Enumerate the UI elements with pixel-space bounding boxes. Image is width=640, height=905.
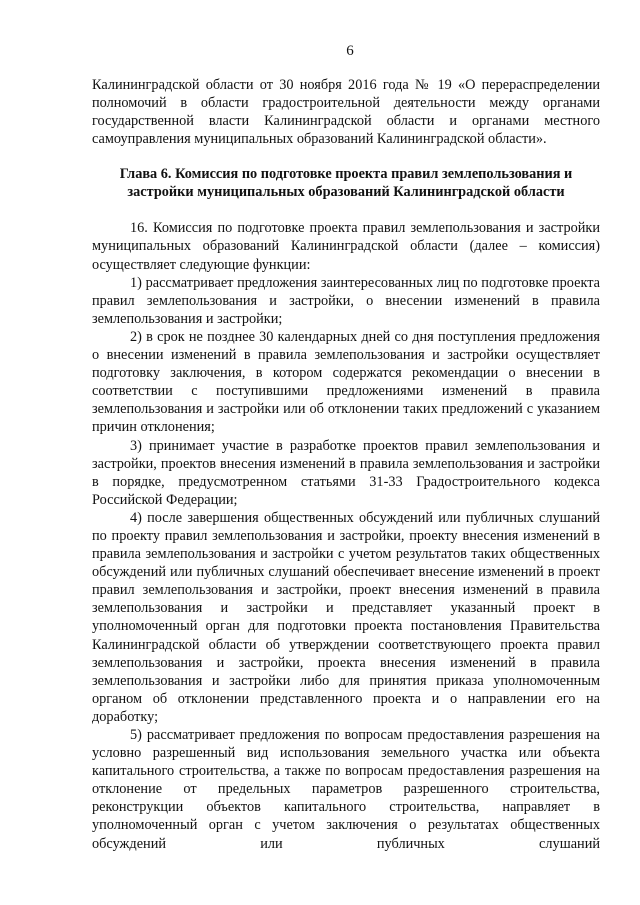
chapter-heading: Глава 6. Комиссия по подготовке проекта правил землепользования и застройки муниципальных образований Калининградской области bbox=[119, 166, 573, 201]
paragraph-item-2: 2) в срок не позднее 30 календарных дней со дня поступления предложения о внесении изменений в правила землепользования и застройки осуществляет подготовку заключения, в котором содержатся рекомендации о внесении в соответствии с поступившими предложениями изменений в правила землепользования и застройки или об отклонении таких предложений с указанием причин отклонения; bbox=[92, 328, 600, 436]
intro-paragraph: Калининградской области от 30 ноября 2016 года № 19 «О перераспределении полномочий в области градостроительной деятельности между органами государственной власти Калининградской области и органами местного самоуправления муниципальных образований Калининградской области». bbox=[92, 77, 600, 148]
paragraph-item-5: 5) рассматривает предложения по вопросам предоставления разрешения на условно разрешенный вид использования земельного участка или объекта капитального строительства, а также по вопросам предоставления разрешения на отклонение от предельных параметров разрешенного строительства, реконструкции объектов капитального строительства, направляет в уполномоченный орган с учетом заключения о результатах общественных обсуждений или публичных слушаний bbox=[92, 727, 600, 852]
paragraph-item-1: 1) рассматривает предложения заинтересованных лиц по подготовке проекта правил землепользования и застройки, о внесении изменений в правила землепользования и застройки; bbox=[92, 274, 600, 327]
paragraph-item-3: 3) принимает участие в разработке проектов правил землепользования и застройки, проектов внесения изменений в правила землепользования и застройки в порядке, предусмотренном статьями 31-33 Градостроительного кодекса Российской Федерации; bbox=[92, 437, 600, 508]
page-number: 6 bbox=[346, 43, 354, 59]
paragraph-16: 16. Комиссия по подготовке проекта правил землепользования и застройки муниципальных образований Калининградской области (далее – комиссия) осуществляет следующие функции: bbox=[92, 220, 600, 273]
paragraph-item-4: 4) после завершения общественных обсуждений или публичных слушаний по проекту правил землепользования и застройки, проекту внесения изменений в правила землепользования и застройки с учетом результатов таких общественных обсуждений или публичных слушаний обеспечивает внесение изменений в проект правил землепользования и застройки, проект внесения изменений в правила землепользования и застройки и представляет указанный проект в уполномоченный орган для подготовки проекта постановления Правительства Калининградской области об утверждении соответствующего проекта правил землепользования и застройки, проекта внесения изменений в правила землепользования и застройки либо для принятия приказа уполномоченным органом об отклонении представленного проекта и о направлении его на доработку; bbox=[92, 509, 600, 725]
